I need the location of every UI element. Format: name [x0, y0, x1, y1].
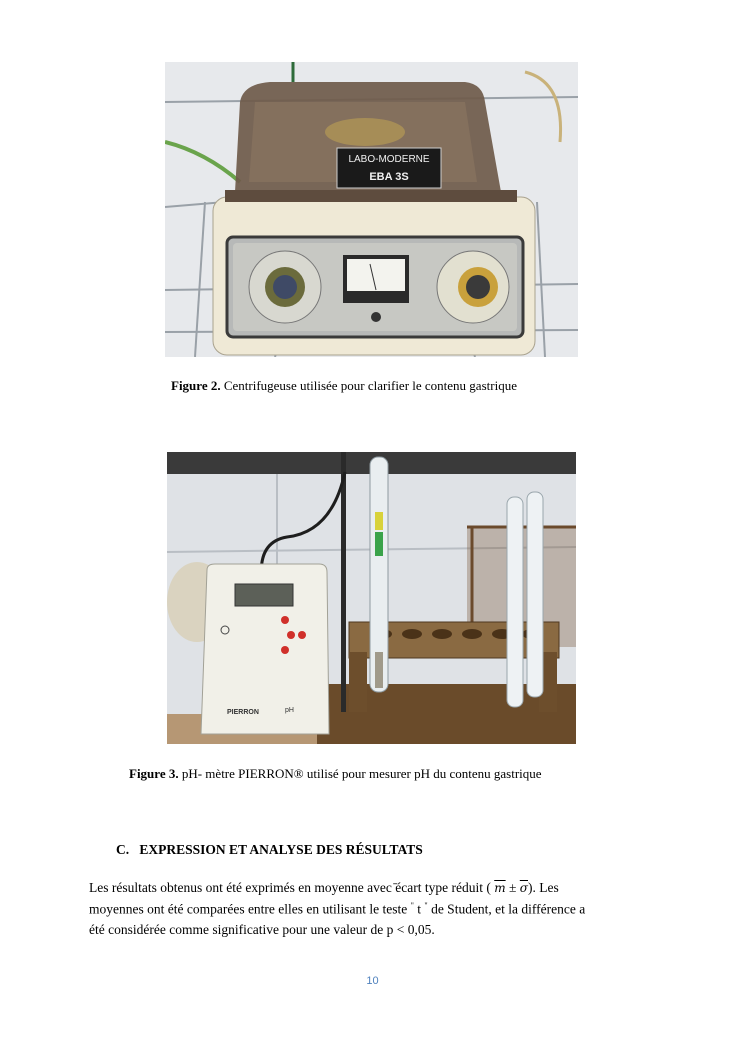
photo-model-label: EBA 3S [369, 171, 409, 183]
figure-2-caption-text: Centrifugeuse utilisée pour clarifier le contenu gastrique [220, 378, 517, 393]
quote-open: " [410, 901, 414, 910]
math-sigma: $\overline{\sigma}$ [519, 881, 528, 895]
paragraph-line-1 [89, 880, 559, 896]
section-heading [116, 842, 423, 858]
photo-brand-label: LABO-MODERNE [348, 154, 430, 165]
t-letter: t [413, 901, 425, 917]
math-mean: $\overline{m}$ [494, 881, 506, 895]
line3-text: été considérée comme significative pour une valeur de p < 0,05. [89, 922, 435, 937]
math-plus-minus: ± [505, 880, 520, 895]
photo-pierron-label: PIERRON [227, 709, 259, 716]
line1-text: Les résultats obtenus ont été exprimés en moyenne avec ̄écart type réduit ( [89, 880, 495, 895]
line2-end: de Student, et la différence a [427, 901, 586, 917]
paragraph-line-2 [89, 901, 585, 918]
figure-3-label: Figure 3. [129, 766, 179, 781]
figure-3-caption [129, 766, 542, 782]
figure-2-caption [171, 378, 517, 394]
quote-close: " [424, 901, 428, 910]
figure-2-photo [165, 62, 578, 357]
paragraph-line-3 [89, 922, 435, 938]
line2-text: moyennes ont été comparées entre elles en utilisant le teste [89, 901, 411, 917]
section-number: C. [116, 842, 130, 857]
figure-2-label: Figure 2. [171, 378, 221, 393]
page-number: 10 [366, 975, 379, 987]
figure-3-caption-text: pH- mètre PIERRON® utilisé pour mesurer pH du contenu gastrique [178, 766, 542, 781]
line1-end: ). Les [528, 880, 559, 895]
section-title: EXPRESSION ET ANALYSE DES RÉSULTATS [139, 842, 423, 857]
figure-3-photo [167, 452, 576, 744]
photo-ph-label: pH [285, 707, 294, 714]
